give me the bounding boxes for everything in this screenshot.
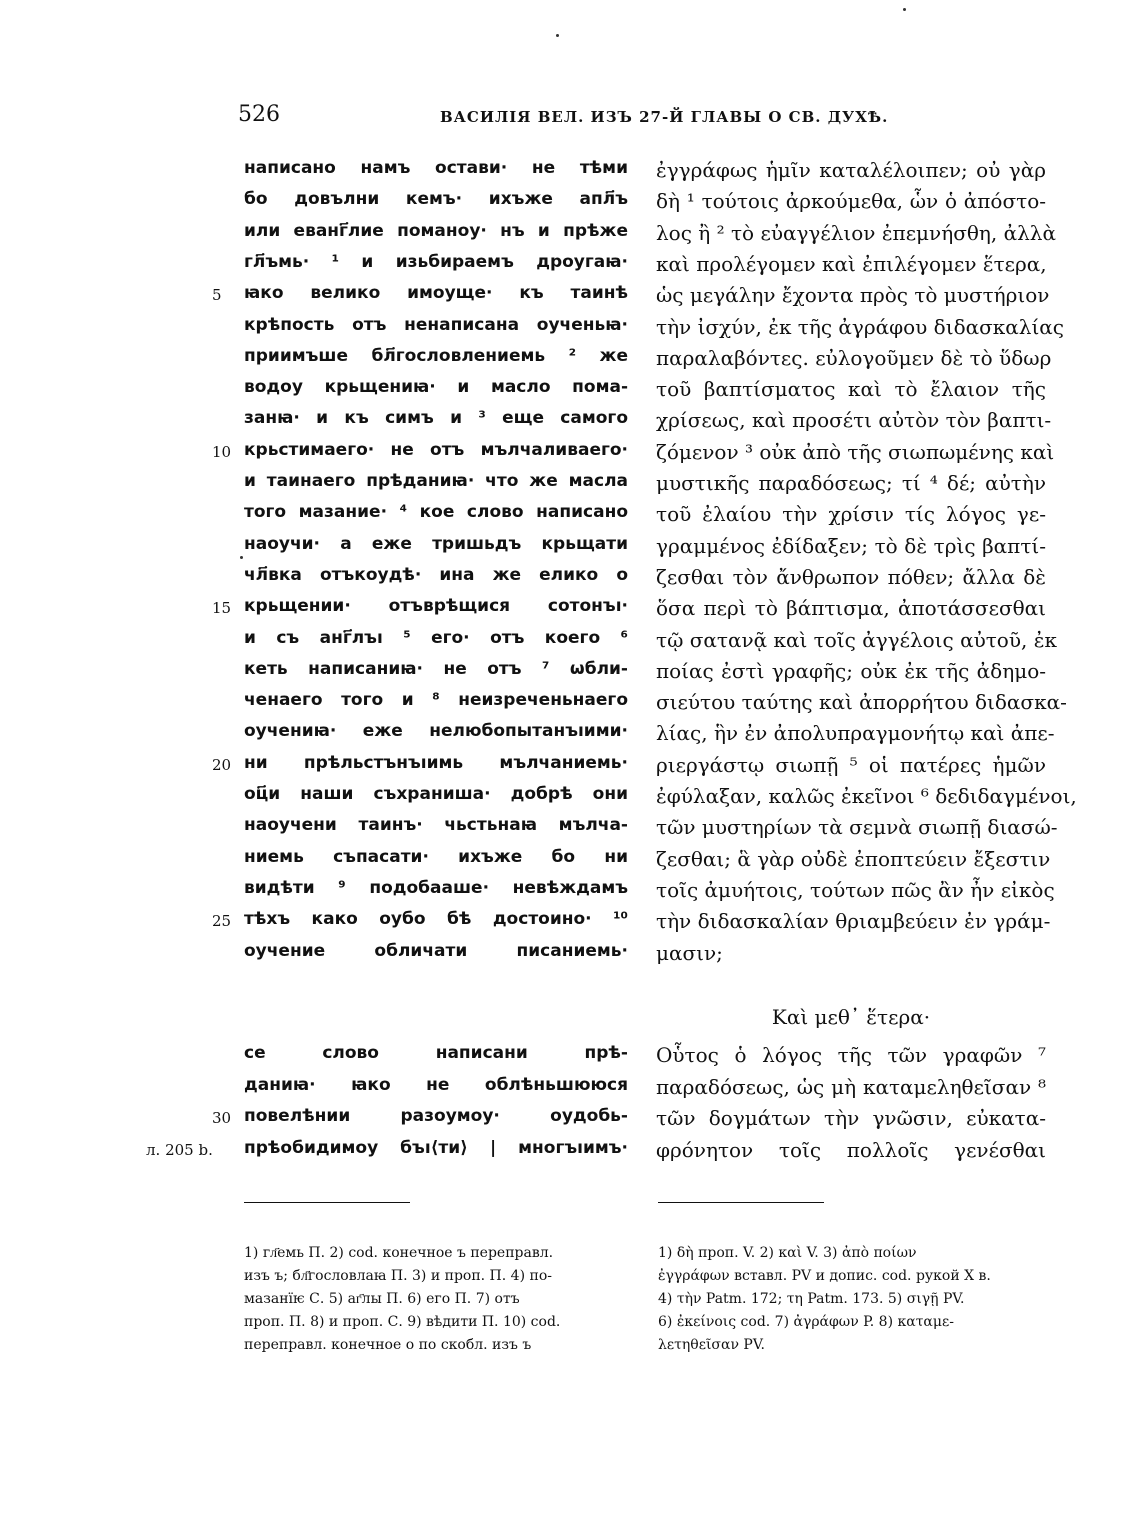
- footnote-line: 1) δὴ проп. V. 2) καὶ V. 3) ἀπὸ ποίων: [658, 1245, 917, 1261]
- slavonic-line: прѣобидимоу бъı⟨ти⟩ | многъıимъ·: [244, 1138, 628, 1158]
- slavonic-line: водоу крьщениꙗ· и масло пома-: [244, 377, 628, 397]
- slavonic-line: оц҃и наши съхраниша· добрѣ они: [244, 784, 628, 804]
- greek-line: τῶν μυστηρίων τὰ σεμνὰ σιωπῇ διασώ-: [656, 815, 1058, 839]
- greek-line: τῶν δογμάτων τὴν γνῶσιν, εὐκατα-: [656, 1106, 1046, 1130]
- footnote-line: изъ ъ; бл҃гословлаꙗ П. 3) и проп. П. 4) по-: [244, 1268, 552, 1284]
- slavonic-line: се слово написани прѣ-: [244, 1043, 628, 1063]
- slavonic-line: ченаего того и ⁸ неизреченьнаего: [244, 690, 628, 710]
- greek-line: ἐγγράφως ἡμῖν καταλέλοιπεν; οὐ γὰρ: [656, 158, 1046, 182]
- slavonic-line: оучение обличати писаниемь·: [244, 941, 628, 961]
- slavonic-line: видѣти ⁹ подобааше· невѣждамъ: [244, 878, 628, 898]
- greek-line: ὅσα περὶ τὸ βάπτισμα, ἀποτάσσεσθαι: [656, 596, 1046, 620]
- greek-line: φρόνητον τοῖς πολλοῖς γενέσθαι: [656, 1138, 1046, 1162]
- footnote-line: мазанїѥ С. 5) аг҃лы П. 6) его П. 7) отъ: [244, 1291, 520, 1307]
- line-number: 25: [212, 912, 232, 930]
- print-speck: [556, 34, 559, 37]
- greek-line: γραμμένος ἐδίδαξεν; τὸ δὲ τρὶς βαπτί-: [656, 534, 1046, 558]
- slavonic-line: бо довълни кемъ· ихъже апл҃ъ: [244, 189, 628, 209]
- greek-line: δὴ ¹ τούτοις ἀρκούμεθα, ὧν ὁ ἀπόστο-: [656, 189, 1046, 213]
- slavonic-line: того мазание· ⁴ кое слово написано: [244, 502, 628, 522]
- greek-line: Οὗτος ὁ λόγος τῆς τῶν γραφῶν ⁷: [656, 1043, 1046, 1067]
- greek-line: σιεύτου ταύτης καὶ ἀπορρήτου διδασκα-: [656, 690, 1067, 714]
- slavonic-line: наоучи· а еже тришьдъ крьщати: [244, 534, 628, 554]
- greek-section-heading: Καὶ μεθ᾽ ἕτερα·: [771, 1005, 931, 1029]
- line-number: 5: [212, 286, 222, 304]
- slavonic-line: крьстимаего· не отъ мълчаливаего·: [244, 440, 628, 460]
- footnote-line: перепpавл. конечное о по скобл. изъ ъ: [244, 1337, 532, 1353]
- slavonic-line: кеть написаниꙗ· не отъ ⁷ ѡбли-: [244, 659, 628, 679]
- greek-line: τοῦ βαπτίσματος καὶ τὸ ἔλαιον τῆς: [656, 377, 1046, 401]
- slavonic-line: написано намъ остави· не тѣми: [244, 158, 628, 178]
- line-number: 10: [212, 443, 232, 461]
- greek-line: τὴν διδασκαλίαν θριαμβεύειν ἐν γράμ-: [656, 909, 1051, 933]
- greek-line: ἐφύλαξαν, καλῶς ἐκεῖνοι ⁶ δεδιδαγμένοι,: [656, 784, 1077, 808]
- greek-line: χρίσεως, καὶ προσέτι αὐτὸν τὸν βαπτι-: [656, 408, 1052, 432]
- folio-mark: л. 205 b.: [146, 1141, 213, 1159]
- greek-line: λίας, ἣν ἐν ἀπολυπραγμονήτῳ καὶ ἀπε-: [656, 721, 1055, 745]
- running-head: ВАСИЛІЯ ВЕЛ. ИЗЪ 27-Й ГЛАВЫ О СВ. ДУХѢ.: [440, 108, 889, 126]
- slavonic-line: и съ анг҃лъı ⁵ его· отъ коего ⁶: [244, 628, 628, 648]
- slavonic-line: ꙗко велико имоуще· къ таинѣ: [244, 283, 628, 303]
- footnote-line: 6) ἐκείνοις cod. 7) ἀγράφων P. 8) καταμε-: [658, 1314, 954, 1330]
- footnote-line: 4) τὴν Patm. 172; τη Patm. 173. 5) σιγῇ PV.: [658, 1291, 965, 1307]
- footnote-line: λετηθεῖσαν PV.: [658, 1337, 765, 1353]
- slavonic-line: приимъше бл҃гословлениемь ² же: [244, 346, 628, 366]
- line-number: 30: [212, 1109, 232, 1127]
- greek-line: λος ἢ ² τὸ εὐαγγέλιον ἐπεμνήσθη, ἀλλὰ: [656, 221, 1056, 245]
- footnote-line: 1) гл҃емь П. 2) cod. конечное ъ перепpавл.: [244, 1245, 554, 1261]
- print-speck: [903, 8, 906, 11]
- print-speck: [240, 556, 243, 559]
- slavonic-line: крѣпость отъ ненаписана оученьꙗ·: [244, 315, 628, 335]
- slavonic-line: ниемь съпасати· ихъже бо ни: [244, 847, 628, 867]
- slavonic-line: крьщении· отъврѣщися сотонъı·: [244, 596, 628, 616]
- greek-line: ζεσθαι τὸν ἄνθρωπον πόθεν; ἄλλα δὲ: [656, 565, 1046, 589]
- footnote-line: проп. П. 8) и проп. С. 9) вѣдити П. 10) cod.: [244, 1314, 561, 1330]
- slavonic-line: тѣхъ како оубо бѣ достоино· ¹⁰: [244, 909, 628, 929]
- footnote-rule-right: [658, 1202, 824, 1203]
- slavonic-line: чл҃вка отъкоудѣ· ина же елико о: [244, 565, 628, 585]
- line-number: 20: [212, 756, 232, 774]
- greek-line: μασιν;: [656, 941, 723, 965]
- greek-line: ὡς μεγάλην ἔχοντα πρὸς τὸ μυστήριον: [656, 283, 1050, 307]
- slavonic-line: наоучени таинъ· чьстьнаꙗ мълча-: [244, 815, 628, 835]
- greek-line: μυστικῆς παραδόσεως; τί ⁴ δέ; αὐτὴν: [656, 471, 1046, 495]
- slavonic-line: ни прѣльстънъıимь мълчаниемь·: [244, 753, 628, 773]
- greek-line: ποίας ἐστὶ γραφῆς; οὐκ ἐκ τῆς ἀδημο-: [656, 659, 1046, 683]
- slavonic-line: и таинаего прѣданиꙗ· что же масла: [244, 471, 628, 491]
- footnote-line: ἐγγράφων вставл. PV и допис. cod. рукой X в.: [658, 1268, 991, 1284]
- greek-line: παραδόσεως, ὡς μὴ καταμεληθεῖσαν ⁸: [656, 1075, 1046, 1099]
- slavonic-line: даниꙗ· ꙗко не облѣньшююся: [244, 1075, 628, 1095]
- page-number: 526: [238, 102, 280, 127]
- greek-line: καὶ προλέγομεν καὶ ἐπιλέγομεν ἕτερα,: [656, 252, 1047, 276]
- slavonic-line: или еванг҃лие поманоу· нъ и прѣже: [244, 221, 628, 241]
- footnote-rule-left: [244, 1202, 410, 1203]
- slavonic-line: оучениꙗ· еже нелюбопытанъıими·: [244, 721, 628, 741]
- line-number: 15: [212, 599, 232, 617]
- greek-line: τοῖς ἀμυήτοις, τούτων πῶς ἂν ἦν εἰκὸς: [656, 878, 1055, 902]
- slavonic-line: занꙗ· и къ симъ и ³ еще самого: [244, 408, 628, 428]
- greek-line: ζόμενον ³ οὐκ ἀπὸ τῆς σιωπωμένης καὶ: [656, 440, 1055, 464]
- greek-line: τοῦ ἐλαίου τὴν χρίσιν τίς λόγος γε-: [656, 502, 1046, 526]
- greek-line: τῷ σατανᾷ καὶ τοῖς ἀγγέλοις αὐτοῦ, ἐκ: [656, 628, 1057, 652]
- greek-line: ριεργάστῳ σιωπῇ ⁵ οἱ πατέρες ἡμῶν: [656, 753, 1046, 777]
- slavonic-line: повелѣнии разоумоу· оудобь-: [244, 1106, 628, 1126]
- greek-line: ζεσθαι; ἃ γὰρ οὐδὲ ἐποπτεύειν ἔξεστιν: [656, 847, 1051, 871]
- slavonic-line: гл҃ъмь· ¹ и изьбираемъ дроугаꙗ·: [244, 252, 628, 272]
- greek-line: τὴν ἰσχύν, ἐκ τῆς ἀγράφου διδασκαλίας: [656, 315, 1064, 339]
- greek-line: παραλαβόντες. εὐλογοῦμεν δὲ τὸ ὕδωρ: [656, 346, 1052, 370]
